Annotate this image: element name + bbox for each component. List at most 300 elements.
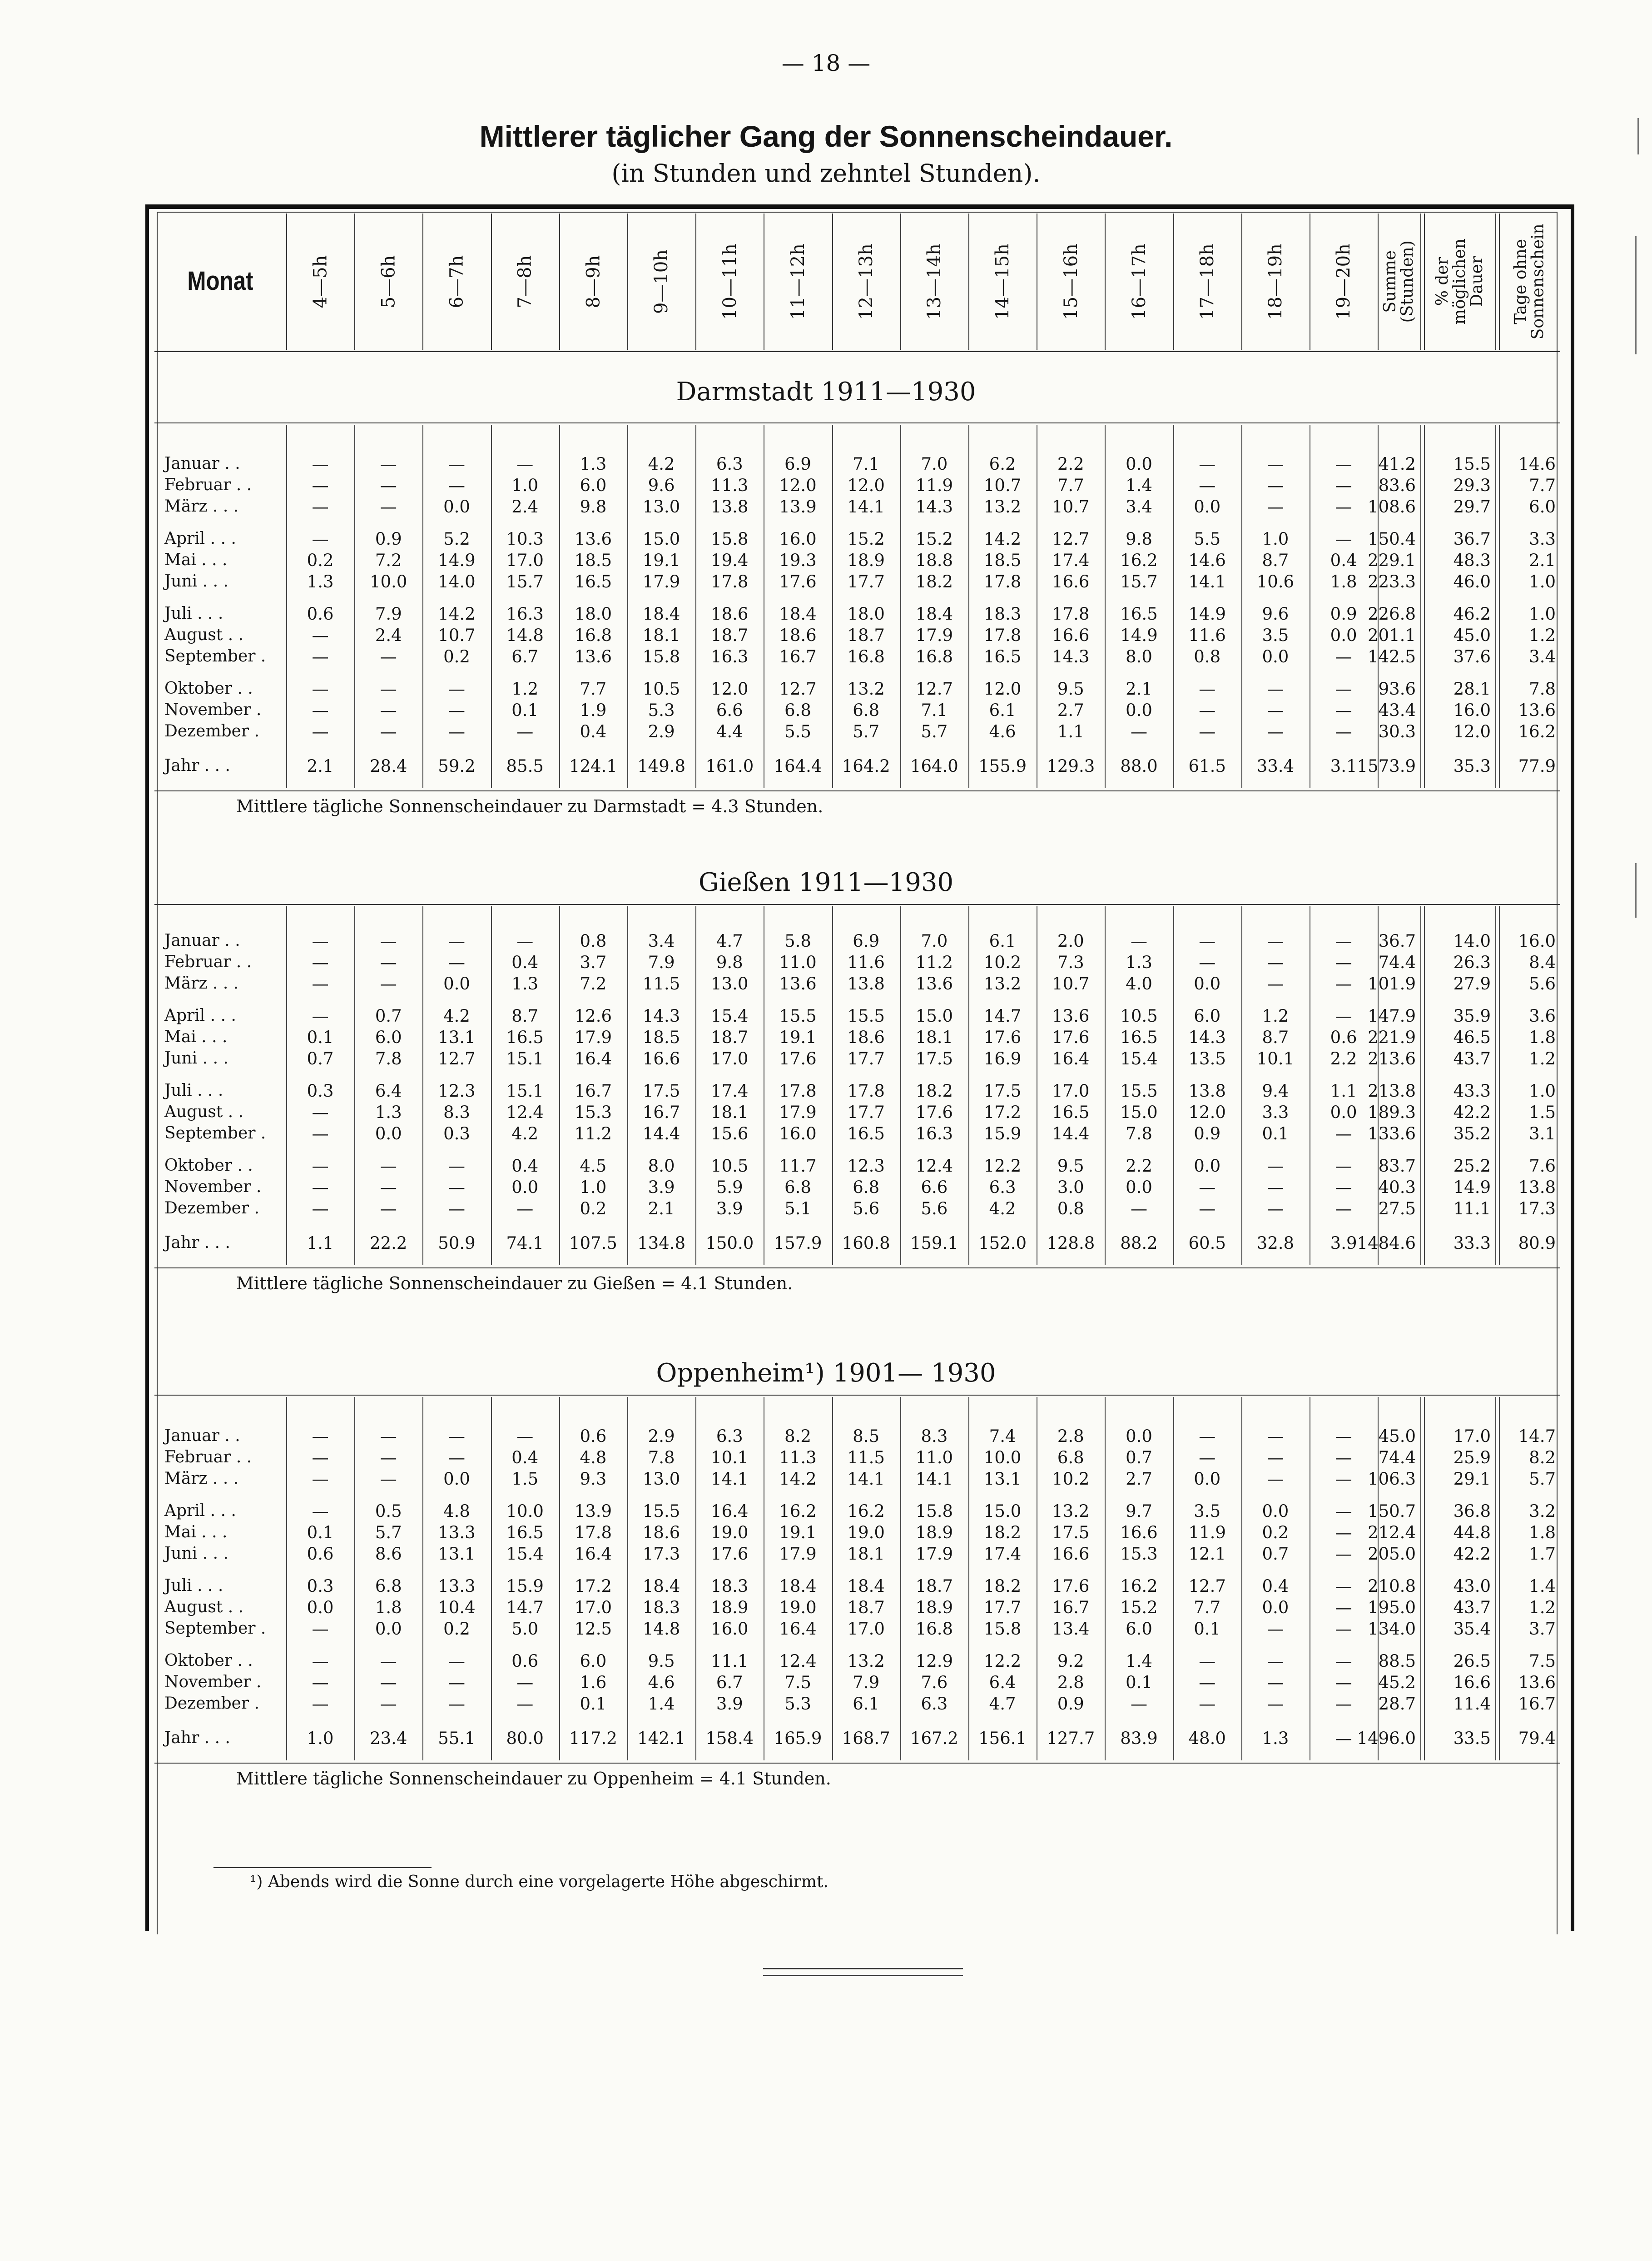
table-cell: 12.3 [847, 1156, 885, 1176]
table-cell: — [1199, 679, 1216, 699]
table-cell: — [1131, 1199, 1147, 1218]
table-cell: 7.0 [921, 454, 948, 474]
table-cell: 0.0 [1262, 647, 1289, 666]
table-cell: 17.5 [915, 1049, 953, 1068]
table-cell: 13.1 [438, 1028, 476, 1047]
table-cell: 1.1 [1330, 1081, 1357, 1101]
table-cell: 0.9 [1057, 1694, 1084, 1714]
month-label: März . . . [164, 974, 239, 993]
table-cell: 12.6 [574, 1006, 612, 1026]
table-cell: 7.4 [989, 1426, 1016, 1446]
table-cell: — [1267, 974, 1284, 994]
table-cell: 0.1 [580, 1694, 607, 1714]
table-cell: — [312, 529, 329, 549]
table-cell: 10.7 [1052, 974, 1090, 994]
table-cell: 13.8 [1518, 1178, 1556, 1197]
table-cell: 1.4 [1529, 1576, 1556, 1596]
month-label: November . [164, 1673, 262, 1691]
table-cell: 0.0 [1262, 1501, 1289, 1521]
table-cell: 4.8 [580, 1448, 607, 1467]
table-cell: 12.7 [779, 679, 817, 699]
header-hour-text: 13—14h [923, 243, 945, 320]
table-cell: 16.0 [1453, 701, 1491, 720]
table-cell: 14.8 [642, 1619, 680, 1639]
table-cell: 129.3 [1047, 756, 1095, 776]
section-note: Mittlere tägliche Sonnenscheindauer zu Darmstadt = 4.3 Stunden. [236, 796, 824, 816]
table-cell: 6.2 [989, 454, 1016, 474]
table-cell: — [516, 454, 534, 474]
table-cell: 157.9 [774, 1233, 822, 1253]
table-cell: 0.6 [580, 1426, 607, 1446]
table-cell: 18.3 [642, 1598, 680, 1617]
table-cell: 4.2 [443, 1006, 470, 1026]
table-cell: 133.6 [1368, 1124, 1416, 1143]
table-cell: 16.2 [1120, 551, 1158, 570]
header-hour-label [1037, 214, 1105, 350]
table-cell: — [312, 701, 329, 720]
table-cell: 11.2 [574, 1124, 612, 1143]
section-title: Gießen 1911—1930 [698, 868, 954, 897]
header-hour-text: 5—6h [378, 255, 399, 308]
page-title: Mittlerer täglicher Gang der Sonnenscheindauer. [479, 119, 1173, 153]
table-cell: — [1199, 1651, 1216, 1671]
header-divider [1420, 214, 1421, 350]
table-cell: 0.0 [1330, 626, 1357, 645]
table-cell: 1.8 [1330, 572, 1357, 591]
table-cell: 15.9 [506, 1576, 544, 1596]
table-cell: — [448, 1426, 465, 1446]
table-cell: 8.5 [853, 1426, 880, 1446]
table-cell: — [448, 931, 465, 951]
table-cell: 0.1 [1194, 1619, 1221, 1639]
table-cell: 18.4 [642, 604, 680, 624]
table-cell: 3.5 [1194, 1501, 1221, 1521]
table-cell: 11.1 [1453, 1199, 1491, 1218]
table-cell: 6.7 [716, 1673, 743, 1692]
table-cell: — [380, 974, 397, 994]
table-cell: 164.4 [774, 756, 822, 776]
table-cell: 48.3 [1453, 551, 1491, 570]
table-cell: 0.4 [1262, 1576, 1289, 1596]
table-cell: 17.4 [711, 1081, 749, 1101]
table-cell: 17.7 [983, 1598, 1022, 1617]
table-cell: 15.4 [711, 1006, 749, 1026]
table-cell: 3.5 [1262, 626, 1289, 645]
table-cell: 6.7 [511, 647, 539, 666]
table-cell: 13.1 [983, 1469, 1022, 1489]
table-cell: — [312, 931, 329, 951]
table-cell: 11.2 [915, 953, 953, 972]
table-cell: 17.6 [779, 1049, 817, 1068]
table-cell: 4.0 [1126, 974, 1152, 994]
table-cell: — [1335, 497, 1352, 517]
grid-line [1420, 1397, 1421, 1760]
table-cell: 1.9 [580, 701, 607, 720]
table-cell: 15.7 [506, 572, 544, 591]
table-cell: 13.3 [438, 1576, 476, 1596]
table-cell: 14.1 [711, 1469, 749, 1489]
table-cell: 3.3 [1529, 529, 1556, 549]
table-cell: 16.8 [847, 647, 885, 666]
table-cell: 7.3 [1057, 953, 1084, 972]
table-cell: 0.7 [375, 1006, 402, 1026]
table-cell: — [312, 1103, 329, 1122]
table-cell: 7.5 [1529, 1651, 1556, 1671]
table-cell: — [448, 454, 465, 474]
table-cell: 4.5 [580, 1156, 607, 1176]
table-cell: 11.7 [779, 1156, 817, 1176]
table-cell: 11.0 [779, 953, 817, 972]
table-cell: — [1335, 1544, 1352, 1564]
table-cell: 15.8 [711, 529, 749, 549]
table-cell: 9.6 [1262, 604, 1289, 624]
header-hour-label [354, 214, 422, 350]
table-cell: 25.9 [1453, 1448, 1491, 1467]
table-cell: — [1267, 1178, 1284, 1197]
table-cell: 0.4 [580, 722, 607, 741]
table-cell: 1.4 [1126, 476, 1152, 495]
table-cell: 11.6 [1188, 626, 1226, 645]
table-cell: 16.7 [642, 1103, 680, 1122]
section-rule [154, 422, 1560, 423]
table-cell: 13.5 [1188, 1049, 1226, 1068]
table-cell: 15.3 [574, 1103, 612, 1122]
table-cell: 19.1 [779, 1028, 817, 1047]
table-cell: 17.3 [1518, 1199, 1556, 1218]
table-cell: 36.7 [1453, 529, 1491, 549]
table-cell: — [380, 1651, 397, 1671]
table-cell: 16.5 [983, 647, 1022, 666]
month-label: Juli . . . [164, 1576, 223, 1595]
table-cell: 18.2 [915, 572, 953, 591]
table-cell: 1.0 [1529, 1081, 1556, 1101]
header-hour-text: 14—15h [992, 243, 1013, 320]
table-cell: — [516, 1426, 534, 1446]
table-cell: — [312, 1469, 329, 1489]
table-cell: 6.0 [375, 1028, 402, 1047]
table-cell: 10.1 [711, 1448, 749, 1467]
table-cell: 226.8 [1368, 604, 1416, 624]
table-cell: 1.1 [307, 1233, 334, 1253]
table-cell: 15.2 [847, 529, 885, 549]
table-cell: — [1335, 476, 1352, 495]
table-cell: 189.3 [1368, 1103, 1416, 1122]
table-cell: 0.0 [443, 974, 470, 994]
table-cell: 1.1 [1057, 722, 1084, 741]
table-cell: — [312, 974, 329, 994]
table-cell: — [1335, 953, 1352, 972]
table-cell: 17.6 [779, 572, 817, 591]
table-cell: 17.0 [711, 1049, 749, 1068]
table-cell: 13.8 [847, 974, 885, 994]
table-cell: — [516, 722, 534, 741]
table-cell: 11.3 [779, 1448, 817, 1467]
table-cell: 155.9 [978, 756, 1027, 776]
header-hour-text: 12—13h [855, 243, 877, 320]
table-cell: 46.0 [1453, 572, 1491, 591]
table-cell: 9.4 [1262, 1081, 1289, 1101]
table-cell: 55.1 [438, 1729, 476, 1748]
table-cell: 17.0 [847, 1619, 885, 1639]
table-cell: 17.2 [574, 1576, 612, 1596]
table-cell: 10.5 [642, 679, 680, 699]
scan-edge-mark [1635, 236, 1637, 354]
month-label: Dezember . [164, 1199, 260, 1217]
table-cell: 14.4 [1052, 1124, 1090, 1143]
table-cell: 12.2 [983, 1156, 1022, 1176]
table-cell: 14.1 [915, 1469, 953, 1489]
table-cell: 25.2 [1453, 1156, 1491, 1176]
table-cell: 83.6 [1378, 476, 1416, 495]
table-cell: 1.0 [307, 1729, 334, 1748]
table-cell: 14.9 [438, 551, 476, 570]
table-cell: 2.4 [511, 497, 539, 517]
table-cell: 195.0 [1368, 1598, 1416, 1617]
table-cell: 10.7 [438, 626, 476, 645]
table-cell: 2.2 [1126, 1156, 1152, 1176]
table-cell: 8.3 [443, 1103, 470, 1122]
month-label: Februar . . [164, 476, 252, 494]
table-cell: — [1131, 1694, 1147, 1714]
table-cell: 19.1 [779, 1523, 817, 1542]
table-cell: 158.4 [705, 1729, 754, 1748]
table-cell: 0.0 [1194, 497, 1221, 517]
table-cell: 16.3 [506, 604, 544, 624]
table-cell: 14.0 [1453, 931, 1491, 951]
table-cell: 16.5 [574, 572, 612, 591]
table-cell: — [448, 1448, 465, 1467]
table-cell: 11.9 [915, 476, 953, 495]
month-label: Oktober . . [164, 1156, 253, 1175]
table-cell: — [380, 722, 397, 741]
table-cell: 2.0 [1057, 931, 1084, 951]
table-cell: — [448, 722, 465, 741]
table-cell: 17.9 [915, 626, 953, 645]
table-cell: 15.0 [1120, 1103, 1158, 1122]
table-cell: 13.6 [1518, 1673, 1556, 1692]
table-cell: 13.2 [847, 679, 885, 699]
table-cell: 14.6 [1188, 551, 1226, 570]
table-cell: 45.2 [1378, 1673, 1416, 1692]
table-cell: 0.0 [375, 1124, 402, 1143]
table-cell: 1.4 [648, 1694, 675, 1714]
table-cell: — [1199, 1694, 1216, 1714]
table-cell: 8.2 [784, 1426, 811, 1446]
table-cell: 150.4 [1368, 529, 1416, 549]
table-cell: 18.9 [711, 1598, 749, 1617]
table-cell: 12.4 [779, 1651, 817, 1671]
table-cell: 0.1 [1126, 1673, 1152, 1692]
table-cell: 17.3 [642, 1544, 680, 1564]
table-cell: 16.6 [1120, 1523, 1158, 1542]
table-cell: 5.8 [784, 931, 811, 951]
table-cell: — [1199, 1178, 1216, 1197]
table-cell: — [448, 701, 465, 720]
table-cell: 88.2 [1120, 1233, 1158, 1253]
table-cell: — [1267, 701, 1284, 720]
table-cell: 15.9 [983, 1124, 1022, 1143]
table-cell: 17.8 [983, 626, 1022, 645]
table-cell: 15.4 [1120, 1049, 1158, 1068]
table-cell: 16.8 [915, 647, 953, 666]
table-cell: 8.3 [921, 1426, 948, 1446]
table-cell: 14.8 [506, 626, 544, 645]
table-cell: 15.0 [983, 1501, 1022, 1521]
table-cell: — [1267, 722, 1284, 741]
table-cell: 17.7 [847, 572, 885, 591]
table-cell: — [448, 476, 465, 495]
grid-line [1420, 425, 1421, 788]
table-cell: 221.9 [1368, 1028, 1416, 1047]
table-cell: 0.3 [307, 1081, 334, 1101]
month-label: Mai . . . [164, 1028, 228, 1046]
section-rule [154, 904, 1560, 905]
month-label: Jahr . . . [164, 1233, 230, 1252]
table-cell: 212.4 [1368, 1523, 1416, 1542]
table-cell: 12.0 [1188, 1103, 1226, 1122]
table-cell: — [1199, 722, 1216, 741]
table-cell: 5.3 [784, 1694, 811, 1714]
header-prozent-label [1424, 214, 1495, 350]
table-cell: — [516, 1199, 534, 1218]
table-cell: 36.7 [1378, 931, 1416, 951]
header-hour-label [832, 214, 900, 350]
table-cell: 7.7 [1529, 476, 1556, 495]
table-cell: 14.2 [779, 1469, 817, 1489]
table-cell: 4.6 [989, 722, 1016, 741]
table-cell: 16.9 [983, 1049, 1022, 1068]
table-cell: 1.8 [375, 1598, 402, 1617]
table-cell: 10.5 [711, 1156, 749, 1176]
table-cell: 7.2 [580, 974, 607, 994]
table-cell: 1.2 [1262, 1006, 1289, 1026]
table-cell: 156.1 [978, 1729, 1027, 1748]
table-cell: 18.6 [642, 1523, 680, 1542]
table-cell: 4.4 [716, 722, 743, 741]
table-cell: 152.0 [978, 1233, 1027, 1253]
table-cell: 0.0 [443, 1469, 470, 1489]
table-cell: 11.9 [1188, 1523, 1226, 1542]
table-cell: 17.5 [642, 1081, 680, 1101]
table-cell: 5.6 [853, 1199, 880, 1218]
table-cell: 0.0 [1194, 1469, 1221, 1489]
table-cell: 33.4 [1256, 756, 1295, 776]
table-cell: 15.5 [847, 1006, 885, 1026]
table-cell: 9.5 [648, 1651, 675, 1671]
table-cell: — [380, 953, 397, 972]
table-cell: 101.9 [1368, 974, 1416, 994]
table-cell: 149.8 [637, 756, 686, 776]
table-cell: 15.2 [1120, 1598, 1158, 1617]
header-summe-label [1378, 214, 1420, 350]
table-cell: 16.2 [1518, 722, 1556, 741]
table-cell: 42.2 [1453, 1103, 1491, 1122]
table-cell: 27.5 [1378, 1199, 1416, 1218]
table-cell: 168.7 [842, 1729, 890, 1748]
table-cell: — [1267, 1199, 1284, 1218]
table-cell: 10.7 [983, 476, 1022, 495]
table-cell: 18.5 [642, 1028, 680, 1047]
month-label: Jahr . . . [164, 756, 230, 775]
header-hour-label [422, 214, 491, 350]
table-cell: 13.6 [574, 647, 612, 666]
table-cell: 164.2 [842, 756, 890, 776]
table-cell: 13.9 [779, 497, 817, 517]
table-cell: 43.7 [1453, 1598, 1491, 1617]
table-cell: 13.4 [1052, 1619, 1090, 1639]
table-cell: 0.0 [1126, 1178, 1152, 1197]
table-cell: 18.4 [847, 1576, 885, 1596]
table-cell: 13.0 [642, 1469, 680, 1489]
table-cell: 88.0 [1120, 756, 1158, 776]
table-cell: 1.7 [1529, 1544, 1556, 1564]
table-cell: 6.0 [580, 476, 607, 495]
table-cell: — [380, 454, 397, 474]
month-label: Juni . . . [164, 1049, 228, 1068]
table-cell: 28.7 [1378, 1694, 1416, 1714]
table-cell: 12.9 [915, 1651, 953, 1671]
table-cell: 14.7 [983, 1006, 1022, 1026]
table-cell: — [1335, 454, 1352, 474]
table-cell: 2.1 [1529, 551, 1556, 570]
table-cell: 6.0 [1126, 1619, 1152, 1639]
table-cell: 59.2 [438, 756, 476, 776]
table-cell: 13.0 [642, 497, 680, 517]
table-cell: 7.7 [1194, 1598, 1221, 1617]
table-cell: 18.7 [847, 626, 885, 645]
table-cell: 14.6 [1518, 454, 1556, 474]
table-cell: 35.3 [1453, 756, 1491, 776]
table-cell: 18.7 [847, 1598, 885, 1617]
table-cell: — [1335, 647, 1352, 666]
table-cell: 11.3 [711, 476, 749, 495]
table-cell: 15.0 [642, 529, 680, 549]
table-cell: 18.6 [847, 1028, 885, 1047]
table-cell: 3.9 [716, 1694, 743, 1714]
table-cell: 223.3 [1368, 572, 1416, 591]
table-cell: — [1267, 497, 1284, 517]
table-cell: 12.7 [915, 679, 953, 699]
table-cell: 127.7 [1047, 1729, 1095, 1748]
table-cell: 1.0 [511, 476, 539, 495]
table-cell: — [312, 497, 329, 517]
table-cell: 29.1 [1453, 1469, 1491, 1489]
table-cell: 6.6 [716, 701, 743, 720]
table-cell: 26.5 [1453, 1651, 1491, 1671]
table-cell: 15.1 [506, 1081, 544, 1101]
table-cell: 35.2 [1453, 1124, 1491, 1143]
table-cell: 4.6 [648, 1673, 675, 1692]
table-cell: 7.2 [375, 551, 402, 570]
table-cell: 150.7 [1368, 1501, 1416, 1521]
table-cell: — [1335, 1673, 1352, 1692]
table-cell: 17.6 [983, 1028, 1022, 1047]
header-hour-label [559, 214, 627, 350]
table-cell: 8.0 [648, 1156, 675, 1176]
table-cell: 2.7 [1057, 701, 1084, 720]
table-cell: — [448, 1651, 465, 1671]
table-cell: 6.8 [375, 1576, 402, 1596]
table-cell: 210.8 [1368, 1576, 1416, 1596]
table-cell: 15.8 [983, 1619, 1022, 1639]
table-cell: 13.3 [438, 1523, 476, 1542]
table-cell: 14.3 [1052, 647, 1090, 666]
table-cell: 5.6 [921, 1199, 948, 1218]
table-cell: 2.4 [375, 626, 402, 645]
table-cell: — [1335, 1448, 1352, 1467]
table-cell: 0.0 [1330, 1103, 1357, 1122]
table-cell: 16.5 [1120, 1028, 1158, 1047]
